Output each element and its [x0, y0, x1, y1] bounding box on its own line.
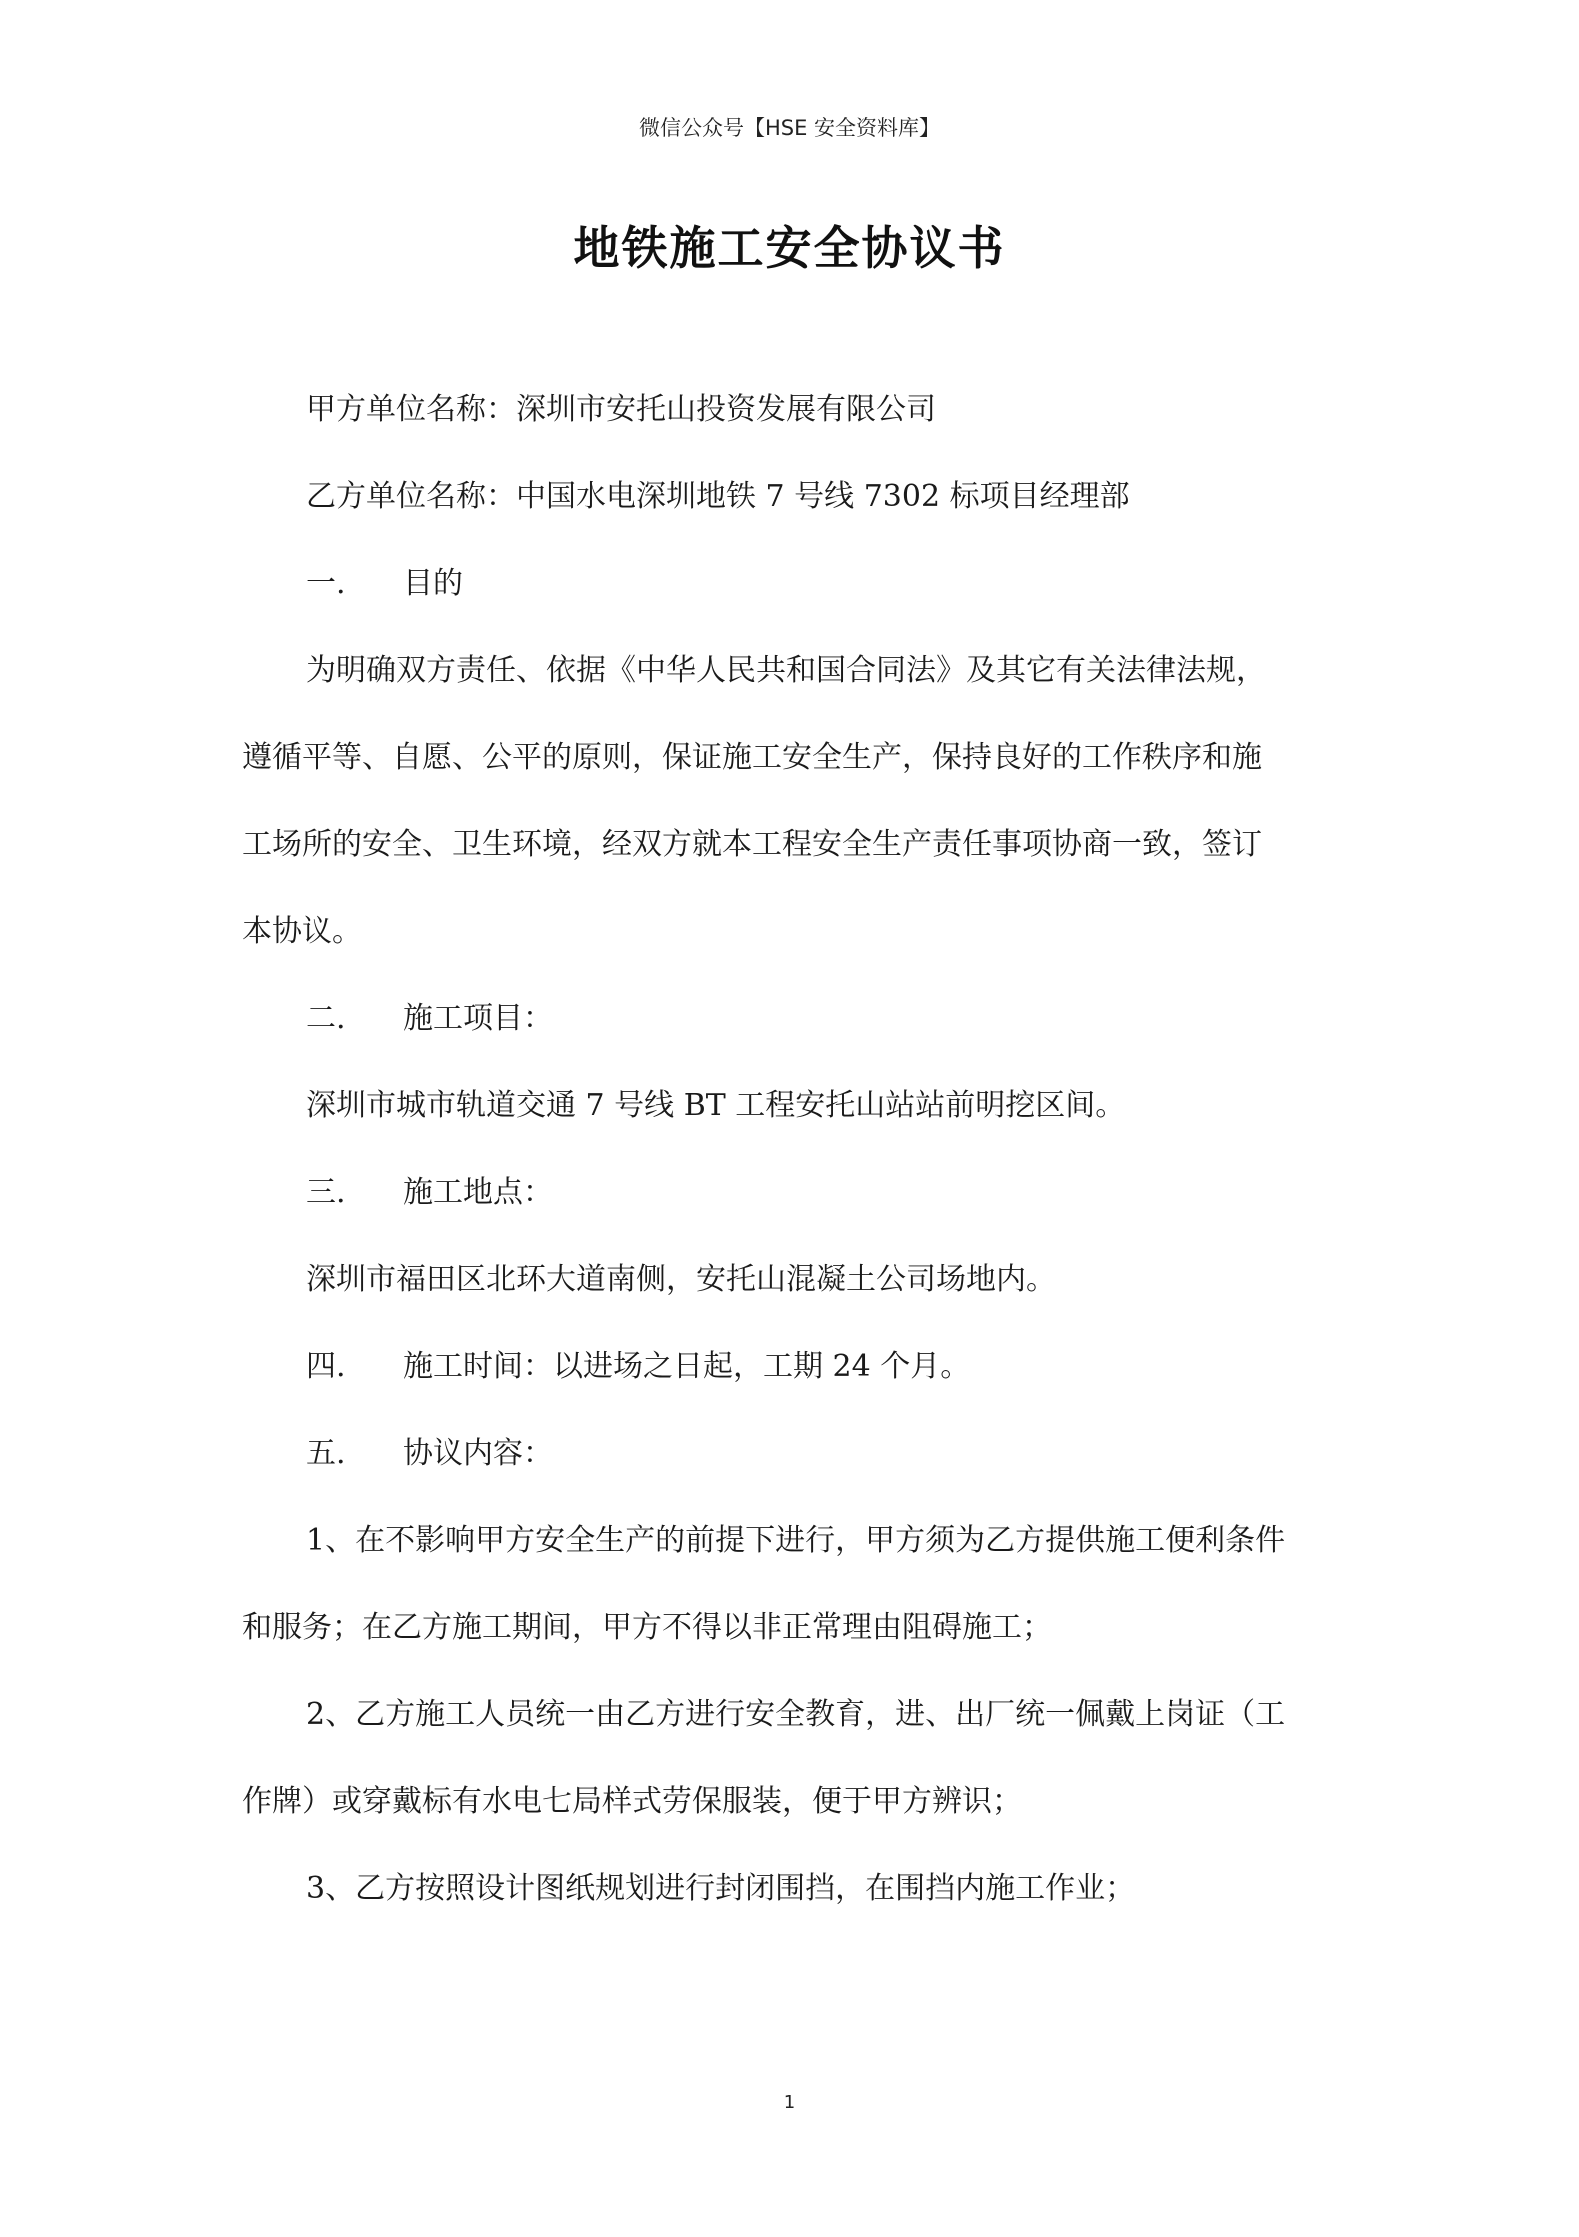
paragraph-line: 深圳市城市轨道交通 7 号线 BT 工程安托山站站前明挖区间。 — [306, 1088, 1126, 1123]
party-a-line: 甲方单位名称：深圳市安托山投资发展有限公司 — [306, 392, 936, 427]
section-heading-time — [242, 1323, 1342, 1410]
clause-line: 3、乙方按照设计图纸规划进行封闭围挡，在围挡内施工作业； — [306, 1871, 1136, 1906]
section-title: 施工项目： — [403, 1001, 553, 1036]
page-header: 微信公众号【HSE 安全资料库】 — [638, 116, 941, 140]
section-title: 协议内容： — [403, 1436, 553, 1471]
section-heading-purpose — [242, 540, 1342, 627]
section-title: 施工时间：以进场之日起，工期 24 个月。 — [403, 1349, 971, 1384]
paragraph-line: 深圳市福田区北环大道南侧，安托山混凝土公司场地内。 — [306, 1262, 1056, 1297]
section-number: 一. — [306, 566, 346, 601]
party-b-line: 乙方单位名称：中国水电深圳地铁 7 号线 7302 标项目经理部 — [306, 479, 1130, 514]
page-number: 1 — [783, 2092, 796, 2113]
paragraph-line: 工场所的安全、卫生环境，经双方就本工程安全生产责任事项协商一致，签订 — [242, 827, 1262, 862]
section-title: 目的 — [403, 566, 463, 601]
section-number: 二. — [306, 1001, 346, 1036]
section-heading-content — [242, 1410, 1342, 1497]
document-body — [242, 366, 1342, 1932]
document-title: 地铁施工安全协议书 — [573, 221, 1006, 275]
section-number: 四. — [306, 1349, 346, 1384]
section-number: 三. — [306, 1175, 346, 1210]
clause-line: 1、在不影响甲方安全生产的前提下进行，甲方须为乙方提供施工便利条件 — [306, 1523, 1286, 1558]
paragraph-line: 遵循平等、自愿、公平的原则，保证施工安全生产，保持良好的工作秩序和施 — [242, 740, 1262, 775]
paragraph-line: 本协议。 — [242, 914, 362, 949]
paragraph-line: 为明确双方责任、依据《中华人民共和国合同法》及其它有关法律法规， — [306, 653, 1266, 688]
section-title: 施工地点： — [403, 1175, 553, 1210]
clause-line: 作牌）或穿戴标有水电七局样式劳保服装，便于甲方辨识； — [242, 1784, 1022, 1819]
section-number: 五. — [306, 1436, 346, 1471]
section-heading-project — [242, 975, 1342, 1062]
clause-line: 和服务；在乙方施工期间，甲方不得以非正常理由阻碍施工； — [242, 1610, 1052, 1645]
section-heading-location — [242, 1149, 1342, 1236]
clause-line: 2、乙方施工人员统一由乙方进行安全教育，进、出厂统一佩戴上岗证（工 — [306, 1697, 1286, 1732]
